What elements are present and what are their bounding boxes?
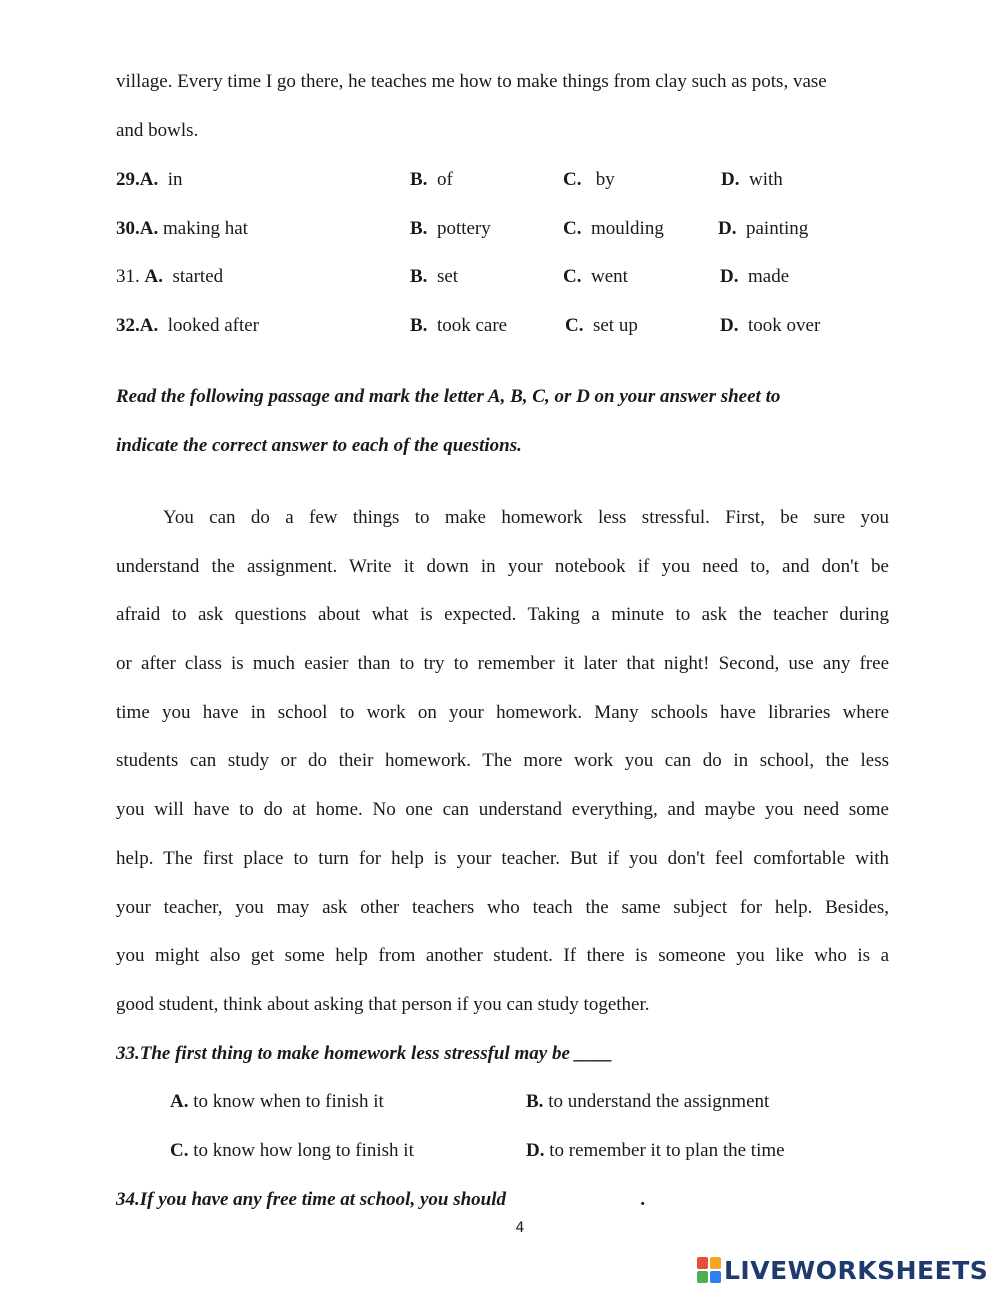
- passage2-line-9: your teacher, you may ask other teachers who teach the same subject for help. Besides,: [116, 897, 889, 918]
- instruction-line-1: Read the following passage and mark the letter A, B, C, or D on your answer sheet to: [116, 386, 781, 407]
- option-c: moulding: [590, 218, 664, 239]
- logo-text: LIVEWORKSHEETS: [724, 1255, 989, 1285]
- option-b: of: [436, 169, 453, 190]
- instruction-line-2: indicate the correct answer to each of the questions.: [116, 435, 522, 456]
- passage2-line-2: understand the assignment. Write it down in your notebook if you need to, and don't be: [116, 556, 889, 577]
- question-number: 32.A.: [116, 315, 159, 336]
- question-number: 30.A.: [116, 218, 159, 239]
- option-a: to know when to finish it: [193, 1091, 384, 1112]
- option-d: made: [747, 266, 790, 287]
- passage2-line-11: good student, think about asking that person if you can study together.: [116, 994, 650, 1015]
- passage2-line-10: you might also get some help from another student. If there is someone you like who is a: [116, 945, 889, 966]
- option-a: looked after: [167, 315, 259, 336]
- option-a: in: [167, 169, 183, 190]
- option-b: set: [436, 266, 459, 287]
- logo-mark-icon: [697, 1257, 721, 1283]
- passage2-line-3: afraid to ask questions about what is expected. Taking a minute to ask the teacher during: [116, 604, 889, 625]
- option-c: went: [590, 266, 628, 287]
- passage2-line-8: help. The first place to turn for help is your teacher. But if you don't feel comfortable with: [116, 848, 889, 869]
- passage2-line-4: or after class is much easier than to try to remember it later that night! Second, use any free: [116, 653, 889, 674]
- question-33-options-row-1: A. to know when to finish it B. to understand the assignment: [170, 1091, 770, 1112]
- question-32-options: 32.A. looked after B. took care C. set up D. took over: [116, 315, 821, 336]
- question-number: 29.A.: [116, 169, 159, 190]
- passage2-line-6: students can study or do their homework. The more work you can do in school, the less: [116, 750, 889, 771]
- question-34: 34.If you have any free time at school, you should: [116, 1189, 507, 1210]
- question-29-options: 29.A. in B. of C. by D. with: [116, 169, 783, 190]
- question-31-options: 31. A. started B. set C. went D. made: [116, 266, 790, 287]
- option-b: pottery: [436, 218, 491, 239]
- option-b: to understand the assignment: [548, 1091, 770, 1112]
- option-d: to remember it to plan the time: [549, 1140, 785, 1161]
- option-c: to know how long to finish it: [193, 1140, 414, 1161]
- passage1-line-2: and bowls.: [116, 120, 199, 141]
- option-d: painting: [745, 218, 809, 239]
- option-d: took over: [747, 315, 821, 336]
- question-34-end: .: [641, 1189, 646, 1210]
- passage1-line-1: village. Every time I go there, he teaches me how to make things from clay such as pots, vase: [116, 71, 827, 92]
- option-a: making hat: [162, 218, 248, 239]
- passage2-line-1: You can do a few things to make homework less stressful. First, be sure you: [163, 507, 889, 528]
- passage2-line-5: time you have in school to work on your homework. Many schools have libraries where: [116, 702, 889, 723]
- option-c: set up: [592, 315, 638, 336]
- question-33-options-row-2: C. to know how long to finish it D. to remember it to plan the time: [170, 1140, 785, 1161]
- option-d: with: [748, 169, 783, 190]
- page-number: 4: [515, 1220, 525, 1236]
- question-number: 31.: [116, 266, 140, 287]
- passage2-line-7: you will have to do at home. No one can understand everything, and maybe you need some: [116, 799, 889, 820]
- question-30-options: 30.A. making hat B. pottery C. moulding D. painting: [116, 218, 809, 239]
- option-c: by: [595, 169, 615, 190]
- question-33: 33.The first thing to make homework less stressful may be ____: [116, 1043, 613, 1064]
- liveworksheets-logo: [697, 1255, 988, 1285]
- option-a: started: [172, 266, 224, 287]
- option-b: took care: [436, 315, 508, 336]
